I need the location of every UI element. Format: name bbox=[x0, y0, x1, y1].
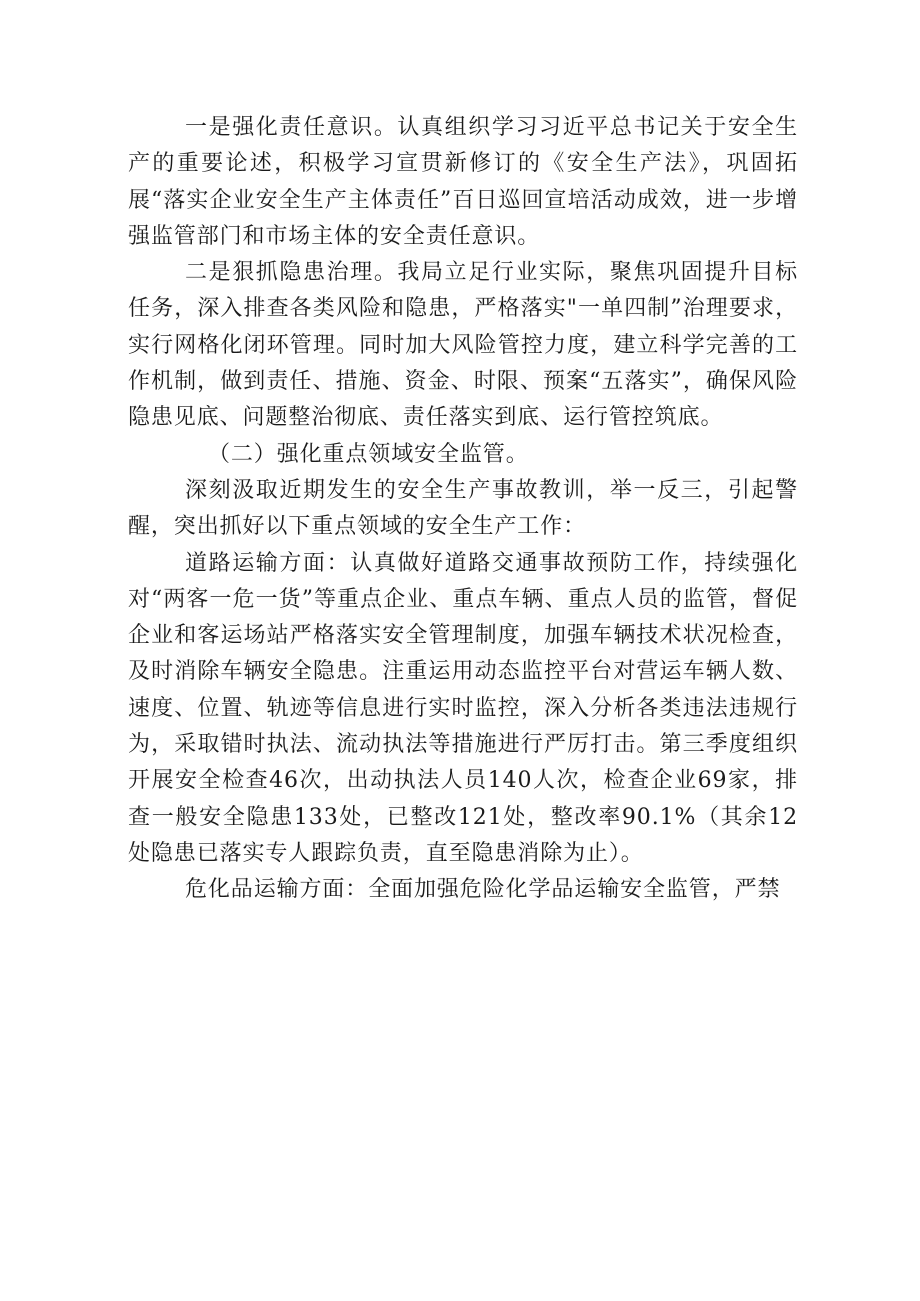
paragraph-hazard-governance: 二是狠抓隐患治理。我局立足行业实际，聚焦巩固提升目标任务，深入排查各类风险和隐患，严格落实"一单四制”治理要求，实行网格化闭环管理。同时加大风险管控力度，建立科学完善的工作机制，做到责任、措施、资金、时限、预案“五落实”，确保风险隐患见底、问题整治彻底、责任落实到底、运行管控筑底。 bbox=[128, 260, 798, 431]
document-body bbox=[128, 110, 798, 909]
paragraph-road-transport: 道路运输方面：认真做好道路交通事故预防工作，持续强化对“两客一危一货”等重点企业、重点车辆、重点人员的监管，督促企业和客运场站严格落实安全管理制度，加强车辆技术状况检查，及时消除车辆安全隐患。注重运用动态监控平台对营运车辆人数、速度、位置、轨迹等信息进行实时监控，深入分析各类违法违规行为，采取错时执法、流动执法等措施进行严厉打击。第三季度组织开展安全检查46次，出动执法人员140人次，检查企业69家，排查一般安全隐患133处，已整改121处，整改率90.1%（其余12处隐患已落实专人跟踪负责，直至隐患消除为止）。 bbox=[128, 550, 798, 866]
section-heading-key-areas: （二）强化重点领域安全监管。 bbox=[208, 441, 529, 467]
paragraph-responsibility-awareness: 一是强化责任意识。认真组织学习习近平总书记关于安全生产的重要论述，积极学习宣贯新修订的《安全生产法》，巩固拓展“落实企业安全生产主体责任”百日巡回宣培活动成效，进一步增强监管部门和市场主体的安全责任意识。 bbox=[128, 115, 798, 249]
paragraph-lessons-intro: 深刻汲取近期发生的安全生产事故教训，举一反三，引起警醒，突出抓好以下重点领域的安全生产工作： bbox=[128, 477, 798, 540]
paragraph-hazmat-transport: 危化品运输方面：全面加强危险化学品运输安全监管，严禁 bbox=[185, 877, 781, 903]
